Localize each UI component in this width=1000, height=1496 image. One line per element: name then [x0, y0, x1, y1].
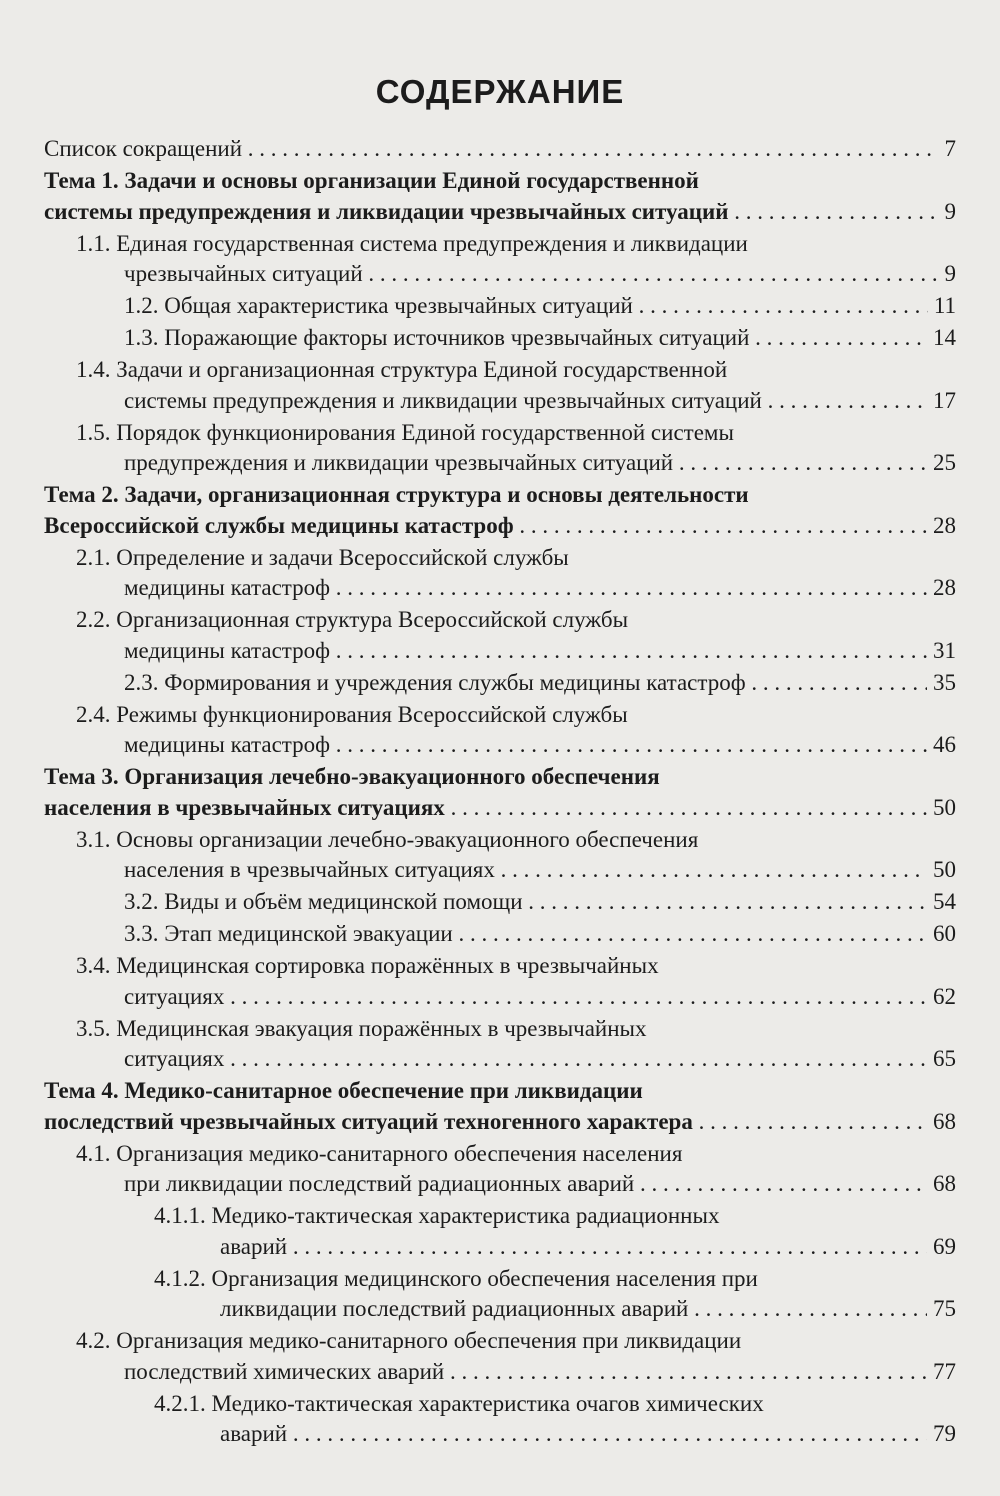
toc-section-entry — [44, 700, 956, 761]
toc-page-number: 50 — [933, 857, 956, 882]
toc-entry-line: 3.3. Этап медицинской эвакуации . . . — [124, 919, 927, 950]
toc-page-number: 65 — [933, 1046, 956, 1071]
toc-entry-line: последствий чрезвычайных ситуаций техногенного характера . . . — [44, 1107, 927, 1138]
toc-section-entry — [44, 919, 956, 950]
toc-entry-row — [124, 386, 956, 417]
toc-entry-line: 1.1. Единая государственная система предупреждения и ликвидации — [76, 230, 748, 256]
toc-entry-line: 1.5. Порядок функционирования Единой государственной системы — [76, 419, 734, 445]
toc-entry-line: Тема 2. Задачи, организационная структура и основы деятельности — [44, 482, 749, 507]
toc-entry-line: чрезвычайных ситуаций . . . — [124, 259, 939, 290]
toc-entry-line: 3.2. Виды и объём медицинской помощи . . . — [124, 887, 927, 918]
toc-entry-line: при ликвидации последствий радиационных аварий . . . — [124, 1169, 927, 1200]
toc-page-number: 50 — [933, 794, 956, 820]
toc-entry-line: 3.5. Медицинская эвакуация поражённых в чрезвычайных — [76, 1015, 647, 1041]
toc-entry-row — [124, 573, 956, 604]
toc-entry-line: системы предупреждения и ликвидации чрезвычайных ситуаций . . . — [44, 197, 939, 228]
toc-entry-line: 3.1. Основы организации лечебно-эвакуационного обеспечения — [76, 826, 699, 852]
toc-entry-row — [44, 511, 956, 542]
toc-entry-line: ситуациях . . . — [124, 1044, 927, 1075]
page-title: СОДЕРЖАНИЕ — [375, 73, 625, 110]
toc-section-entry — [44, 1014, 956, 1075]
toc-entry-row — [220, 1294, 956, 1325]
toc-entry-row — [124, 323, 956, 354]
toc-page-number: 54 — [933, 889, 956, 914]
toc-entry-line: 4.1.1. Медико-тактическая характеристика радиационных — [154, 1203, 720, 1228]
toc-entry-row — [220, 1419, 956, 1450]
toc-section-entry — [44, 355, 956, 416]
toc-entry-line: Тема 1. Задачи и основы организации Единой государственной — [44, 168, 699, 193]
toc-topic-entry — [44, 480, 956, 541]
toc-page-number: 35 — [933, 669, 956, 695]
toc-page-number: 9 — [944, 198, 956, 224]
toc-page-number: 62 — [933, 983, 956, 1009]
toc-page-number: 28 — [933, 575, 956, 600]
toc-section-entry — [44, 418, 956, 479]
toc-section-entry — [44, 543, 956, 604]
toc-section-entry — [44, 1264, 956, 1325]
toc-entry-row — [44, 197, 956, 228]
toc-page-number: 9 — [944, 261, 956, 286]
toc-entry-line: Тема 3. Организация лечебно-эвакуационного обеспечения — [44, 764, 660, 789]
table-of-contents — [44, 134, 956, 1450]
toc-entry-row — [124, 1044, 956, 1075]
toc-section-entry — [44, 825, 956, 886]
toc-entry-line: 1.2. Общая характеристика чрезвычайных ситуаций . . . — [124, 291, 928, 322]
toc-section-entry — [44, 1201, 956, 1262]
toc-entry-row — [220, 1232, 956, 1263]
toc-entry-row — [124, 291, 956, 322]
toc-section-entry — [44, 951, 956, 1012]
toc-entry-row — [124, 448, 956, 479]
toc-topic-entry — [44, 134, 956, 165]
toc-entry-row — [124, 982, 956, 1013]
toc-entry-line: системы предупреждения и ликвидации чрезвычайных ситуаций . . . — [124, 386, 927, 417]
toc-section-entry — [44, 291, 956, 322]
toc-entry-row — [124, 636, 956, 667]
toc-page-number: 14 — [933, 325, 956, 350]
toc-entry-line: Список сокращений . . . — [44, 134, 939, 165]
toc-section-entry — [44, 887, 956, 918]
toc-entry-line: предупреждения и ликвидации чрезвычайных ситуаций . . . — [124, 448, 927, 479]
toc-section-entry — [44, 1389, 956, 1450]
toc-page-number: 31 — [933, 637, 956, 663]
toc-entry-line: Тема 4. Медико-санитарное обеспечение при ликвидации — [44, 1078, 643, 1103]
toc-section-entry — [44, 668, 956, 699]
toc-entry-line: ликвидации последствий радиационных аварий . . . — [220, 1294, 927, 1325]
toc-section-entry — [44, 323, 956, 354]
toc-entry-row — [44, 1107, 956, 1138]
toc-entry-line: 1.3. Поражающие факторы источников чрезвычайных ситуаций . . . — [124, 323, 927, 354]
toc-entry-row — [124, 730, 956, 761]
toc-entry-line: 4.1. Организация медико-санитарного обеспечения населения — [76, 1140, 683, 1166]
toc-entry-line: 4.1.2. Организация медицинского обеспечения населения при — [154, 1265, 758, 1291]
toc-entry-line: 2.4. Режимы функционирования Всероссийской службы — [76, 701, 628, 727]
toc-page-number: 46 — [933, 732, 956, 757]
toc-entry-line: 3.4. Медицинская сортировка поражённых в чрезвычайных — [76, 953, 659, 978]
toc-entry-line: 2.1. Определение и задачи Всероссийской службы — [76, 544, 569, 570]
toc-entry-row — [44, 134, 956, 165]
toc-entry-line: медицины катастроф . . . — [124, 730, 927, 761]
toc-entry-row — [124, 1169, 956, 1200]
toc-page-number: 77 — [933, 1358, 956, 1384]
toc-entry-line: аварий . . . — [220, 1419, 927, 1450]
toc-page-number: 79 — [933, 1421, 956, 1446]
toc-section-entry — [44, 1139, 956, 1200]
toc-entry-line: медицины катастроф . . . — [124, 636, 927, 667]
toc-page-number: 68 — [933, 1171, 956, 1196]
toc-section-entry — [44, 1326, 956, 1387]
toc-entry-line: последствий химических аварий . . . — [124, 1357, 927, 1388]
toc-page-number: 11 — [933, 293, 956, 318]
toc-entry-row — [44, 793, 956, 824]
toc-section-entry — [44, 229, 956, 290]
toc-page-number: 68 — [933, 1108, 956, 1134]
toc-entry-line: аварий . . . — [220, 1232, 927, 1263]
toc-entry-line: населения в чрезвычайных ситуациях . . . — [124, 855, 927, 886]
toc-page-number: 69 — [933, 1233, 956, 1259]
toc-entry-line: Всероссийской службы медицины катастроф . . . — [44, 511, 927, 542]
toc-entry-line: 4.2. Организация медико-санитарного обеспечения при ликвидации — [76, 1328, 742, 1353]
toc-topic-entry — [44, 762, 956, 823]
toc-entry-row — [124, 887, 956, 918]
toc-entry-row — [124, 259, 956, 290]
toc-topic-entry — [44, 166, 956, 227]
toc-page-number: 28 — [933, 512, 956, 538]
toc-entry-line: ситуациях . . . — [124, 982, 927, 1013]
toc-page-number: 75 — [933, 1296, 956, 1321]
toc-entry-line: 1.4. Задачи и организационная структура Единой государственной — [76, 357, 728, 382]
toc-entry-row — [124, 855, 956, 886]
toc-entry-row — [124, 919, 956, 950]
toc-entry-line: медицины катастроф . . . — [124, 573, 927, 604]
toc-entry-line: 2.2. Организационная структура Всероссийской службы — [76, 607, 629, 632]
toc-section-entry — [44, 605, 956, 666]
toc-page-number: 17 — [933, 387, 956, 413]
toc-topic-entry — [44, 1076, 956, 1137]
toc-page-number: 60 — [933, 921, 956, 946]
toc-entry-line: 2.3. Формирования и учреждения службы медицины катастроф . . . — [124, 668, 927, 699]
toc-page-number: 7 — [944, 136, 956, 161]
toc-entry-line: населения в чрезвычайных ситуациях . . . — [44, 793, 927, 824]
toc-entry-row — [124, 668, 956, 699]
toc-entry-line: 4.2.1. Медико-тактическая характеристика очагов химических — [154, 1390, 764, 1416]
toc-entry-row — [124, 1357, 956, 1388]
toc-page-number: 25 — [933, 450, 956, 475]
